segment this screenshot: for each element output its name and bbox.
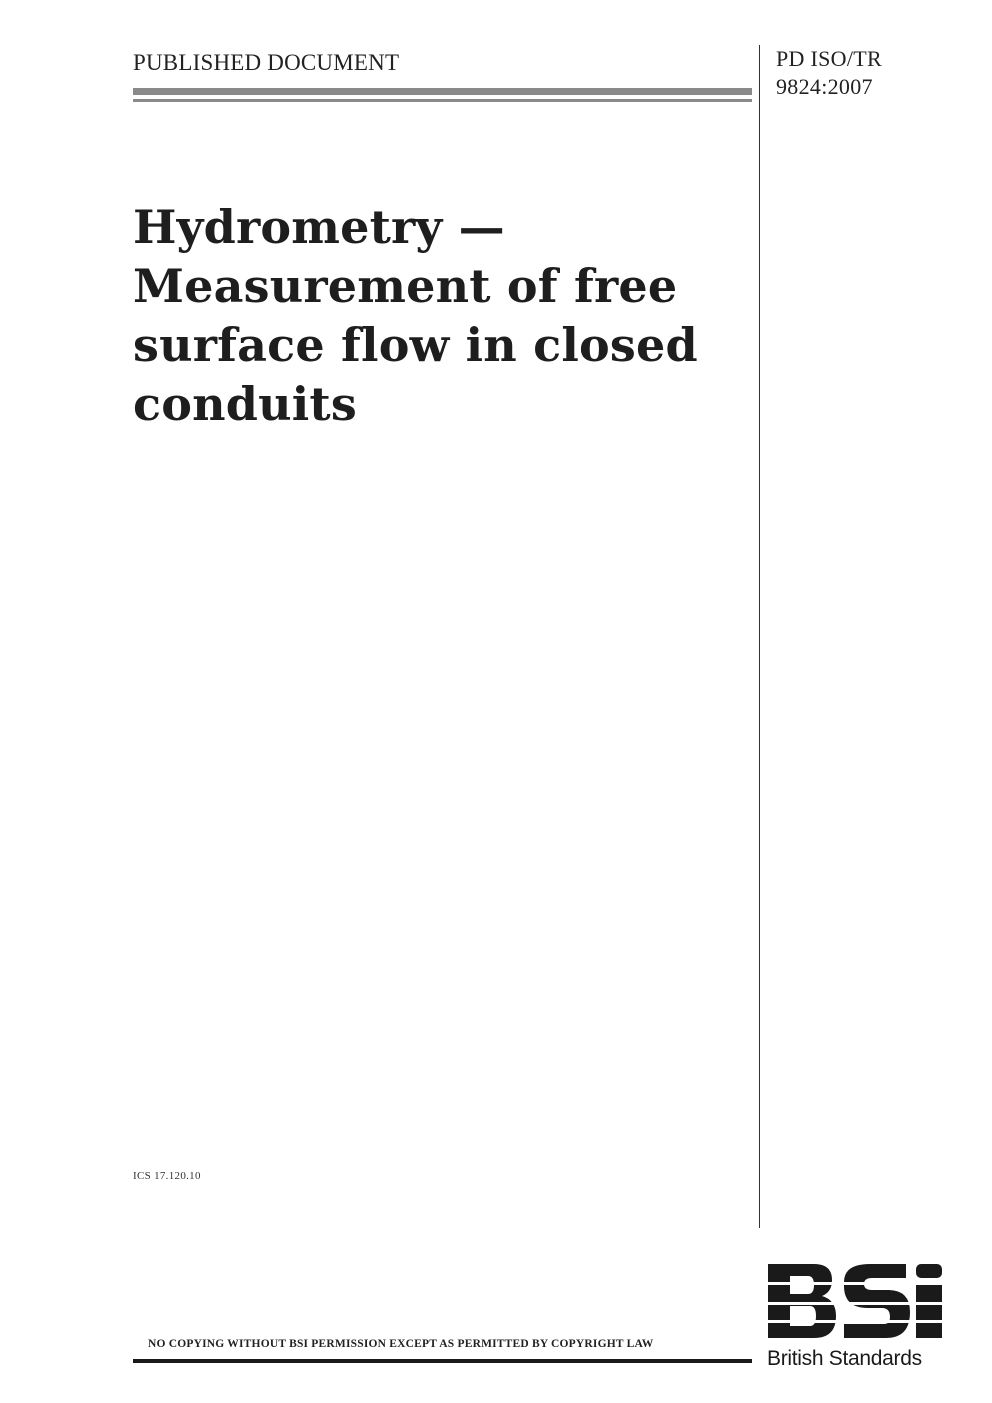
document-number-line-2: 9824:2007 <box>776 74 873 99</box>
vertical-divider <box>759 45 760 1228</box>
header-rule-thin <box>133 99 752 102</box>
document-number-line-1: PD ISO/TR <box>776 46 882 71</box>
footer-rule <box>133 1359 752 1363</box>
document-title <box>133 198 743 434</box>
header-rule-thick <box>133 88 752 95</box>
bsi-logo-mark-icon <box>766 1262 946 1344</box>
title-line-1: Hydrometry — <box>133 200 505 254</box>
bsi-logo-subtitle: British Standards <box>767 1347 922 1370</box>
ics-code: ICS 17.120.10 <box>133 1170 201 1182</box>
title-line-4: conduits <box>133 377 357 431</box>
title-line-3: surface flow in closed <box>133 318 698 372</box>
document-number <box>776 45 882 101</box>
title-line-2: Measurement of free <box>133 259 678 313</box>
published-document-label: PUBLISHED DOCUMENT <box>133 50 400 75</box>
copyright-notice: NO COPYING WITHOUT BSI PERMISSION EXCEPT AS PERMITTED BY COPYRIGHT LAW <box>148 1338 654 1350</box>
